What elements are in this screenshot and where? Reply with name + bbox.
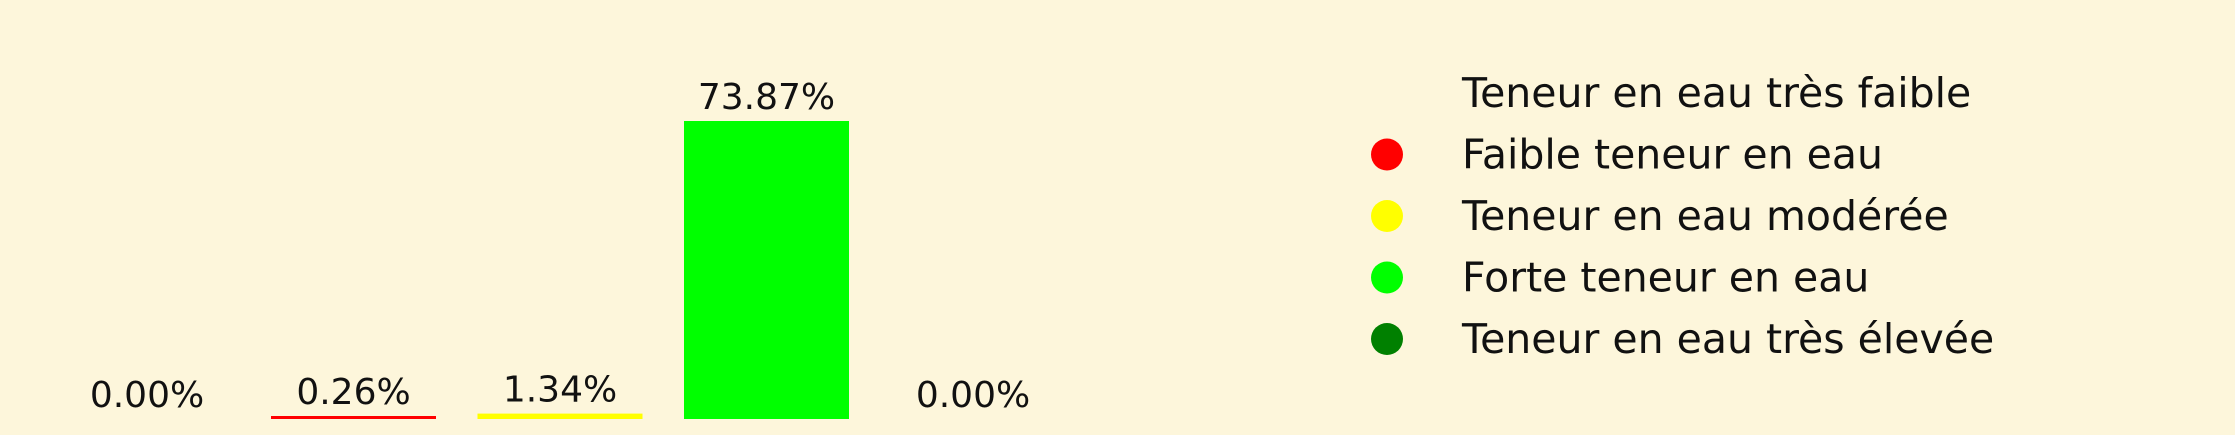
legend-label-faible-teneur-en-eau: Faible teneur en eau: [1462, 130, 1883, 179]
value-label-teneur-en-eau-moderee: 1.34%: [502, 369, 618, 411]
legend-label-teneur-en-eau-moderee: Teneur en eau modérée: [1462, 192, 1949, 240]
value-label-teneur-en-eau-tres-elevee: 0.00%: [915, 375, 1031, 416]
value-label-faible-teneur-en-eau: 0.26%: [296, 372, 411, 413]
value-label-forte-teneur-en-eau: 73.87%: [697, 77, 836, 118]
legend-label-forte-teneur-en-eau: Forte teneur en eau: [1462, 253, 1870, 302]
legend-label-teneur-en-eau-tres-faible: Teneur en eau très faible: [1462, 69, 1972, 117]
legend-marker-forte-teneur-en-eau: [1371, 262, 1403, 294]
value-label-group: [90, 77, 1030, 416]
legend-marker-teneur-en-eau-tres-elevee: [1371, 323, 1403, 355]
bar-teneur-en-eau-moderee: [478, 414, 643, 419]
bar-faible-teneur-en-eau: [271, 416, 436, 419]
legend: [1371, 69, 1994, 363]
legend-marker-faible-teneur-en-eau: [1371, 139, 1403, 171]
legend-marker-teneur-en-eau-tres-faible: [1371, 77, 1403, 109]
legend-marker-teneur-en-eau-moderee: [1371, 200, 1403, 232]
value-label-teneur-en-eau-tres-faible: 0.00%: [89, 375, 205, 416]
bar-forte-teneur-en-eau: [684, 121, 849, 419]
legend-label-teneur-en-eau-tres-elevee: Teneur en eau très élevée: [1462, 315, 1995, 363]
